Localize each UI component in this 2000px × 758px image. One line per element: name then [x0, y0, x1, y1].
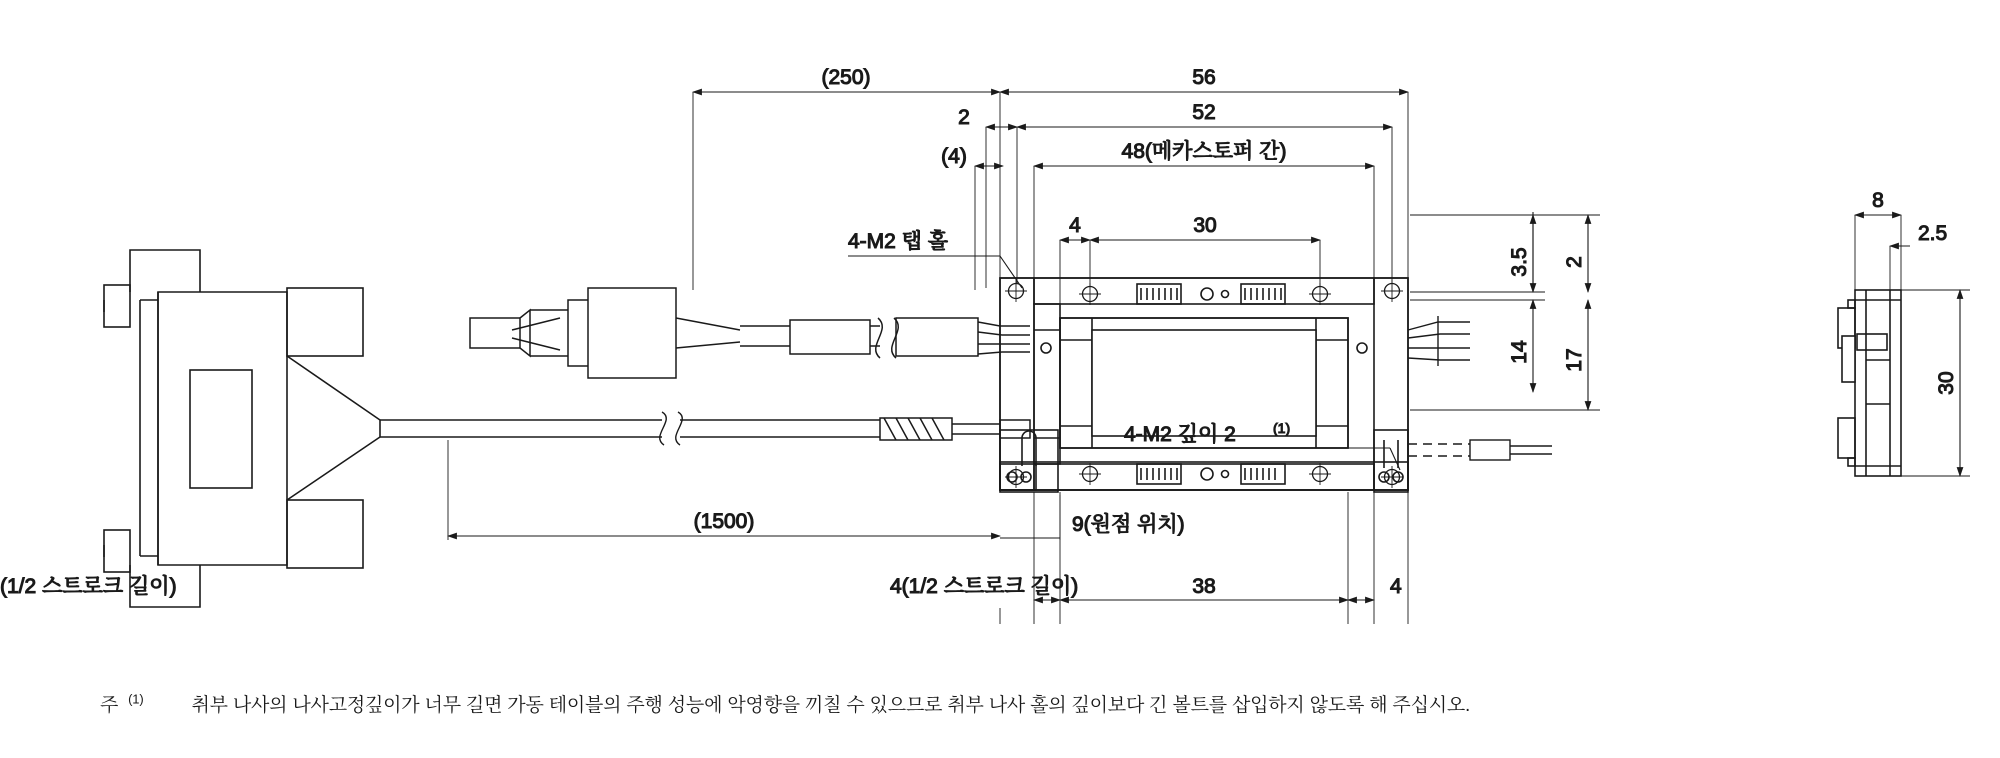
dim-text-right-14: 14	[1508, 340, 1531, 364]
footnote-label: 주	[100, 695, 119, 716]
label-depth-sup: (1)	[1273, 420, 1291, 436]
dim-hole-pitch-30	[1090, 214, 1320, 286]
tap-hole-bottom-left	[1005, 466, 1027, 488]
dim-text-right-3-5: 3.5	[1508, 247, 1531, 277]
dim-text-right-2: 2	[1563, 256, 1586, 268]
dim-side-2-5	[1890, 222, 1947, 292]
dim-text-offset-4: (4)	[941, 145, 967, 168]
dim-mechastopper-span	[1034, 140, 1374, 284]
side-view-graphic	[1838, 290, 1901, 476]
dim-text-side-2-5: 2.5	[1918, 222, 1948, 245]
rail-hole-bottom-right	[1309, 463, 1331, 485]
dim-offset-2	[958, 106, 1017, 288]
dim-text-hole-pitch-4: 4	[1069, 214, 1081, 237]
dim-text-base-38: 38	[1192, 575, 1216, 598]
footnote	[100, 690, 1920, 717]
right-wire-harness	[1408, 316, 1552, 460]
rail-hole-top-left	[1079, 283, 1101, 305]
dim-side-30	[1901, 290, 1970, 476]
leader-tap-hole	[848, 229, 1022, 288]
footnote-superscript: (1)	[128, 691, 144, 707]
dim-cable-long	[448, 440, 1000, 540]
dim-offset-4	[941, 145, 1003, 290]
label-depth: 4-M2 깊이 2	[1124, 423, 1236, 446]
dim-text-offset-2: 2	[958, 106, 970, 129]
dim-text-inner-52: 52	[1192, 101, 1216, 124]
motor-connector-graphic	[470, 288, 1030, 378]
dim-right-2	[1410, 215, 1600, 292]
dim-text-cable-overall: (250)	[821, 66, 871, 89]
dim-inner-52	[1017, 101, 1392, 284]
dim-text-side-8: 8	[1872, 189, 1884, 212]
dim-text-cable-long: (1500)	[693, 510, 755, 533]
main-cable-graphic	[380, 412, 1030, 445]
dim-text-right-17: 17	[1563, 348, 1586, 372]
tap-hole-top-left	[1005, 280, 1027, 302]
dim-text-side-30: 30	[1935, 371, 1958, 395]
dim-text-body-width-total: 56	[1192, 66, 1216, 89]
dim-text-stroke-right: 4(1/2 스트로크 길이)	[0, 575, 1402, 598]
dim-text-mechastopper-span: 48(메카스토퍼 간)	[1121, 140, 1287, 163]
dim-origin-position	[1000, 495, 1185, 540]
dim-side-8	[1855, 189, 1901, 292]
dim-text-stroke-left: 4(1/2 스트로크 길이)	[890, 575, 1079, 598]
rail-hole-top-right	[1309, 283, 1331, 305]
actuator-body-graphic	[1000, 278, 1408, 492]
bottom-hole-row	[1137, 464, 1285, 484]
rail-hole-bottom-left	[1079, 463, 1101, 485]
dim-body-width-total	[1000, 66, 1408, 282]
dim-text-origin-position: 9(원점 위치)	[1072, 513, 1185, 536]
top-hole-row	[1137, 284, 1285, 304]
dim-right-3-5	[1410, 212, 1545, 292]
dim-text-hole-pitch-30: 30	[1193, 214, 1217, 237]
label-tap-hole: 4-M2 탭 홀	[848, 230, 949, 253]
dsub-connector-graphic	[104, 250, 380, 607]
dim-right-14	[1410, 300, 1545, 392]
dim-base-38	[1060, 575, 1348, 600]
dim-stroke-left	[890, 492, 1408, 624]
footnote-text: 취부 나사의 나사고정깊이가 너무 길면 가동 테이블의 주행 성능에 악영향을 끼칠 수 있으므로 취부 나사 홀의 깊이보다 긴 볼트를 삽입하지 않도록 해 주십시오.	[191, 695, 1471, 716]
